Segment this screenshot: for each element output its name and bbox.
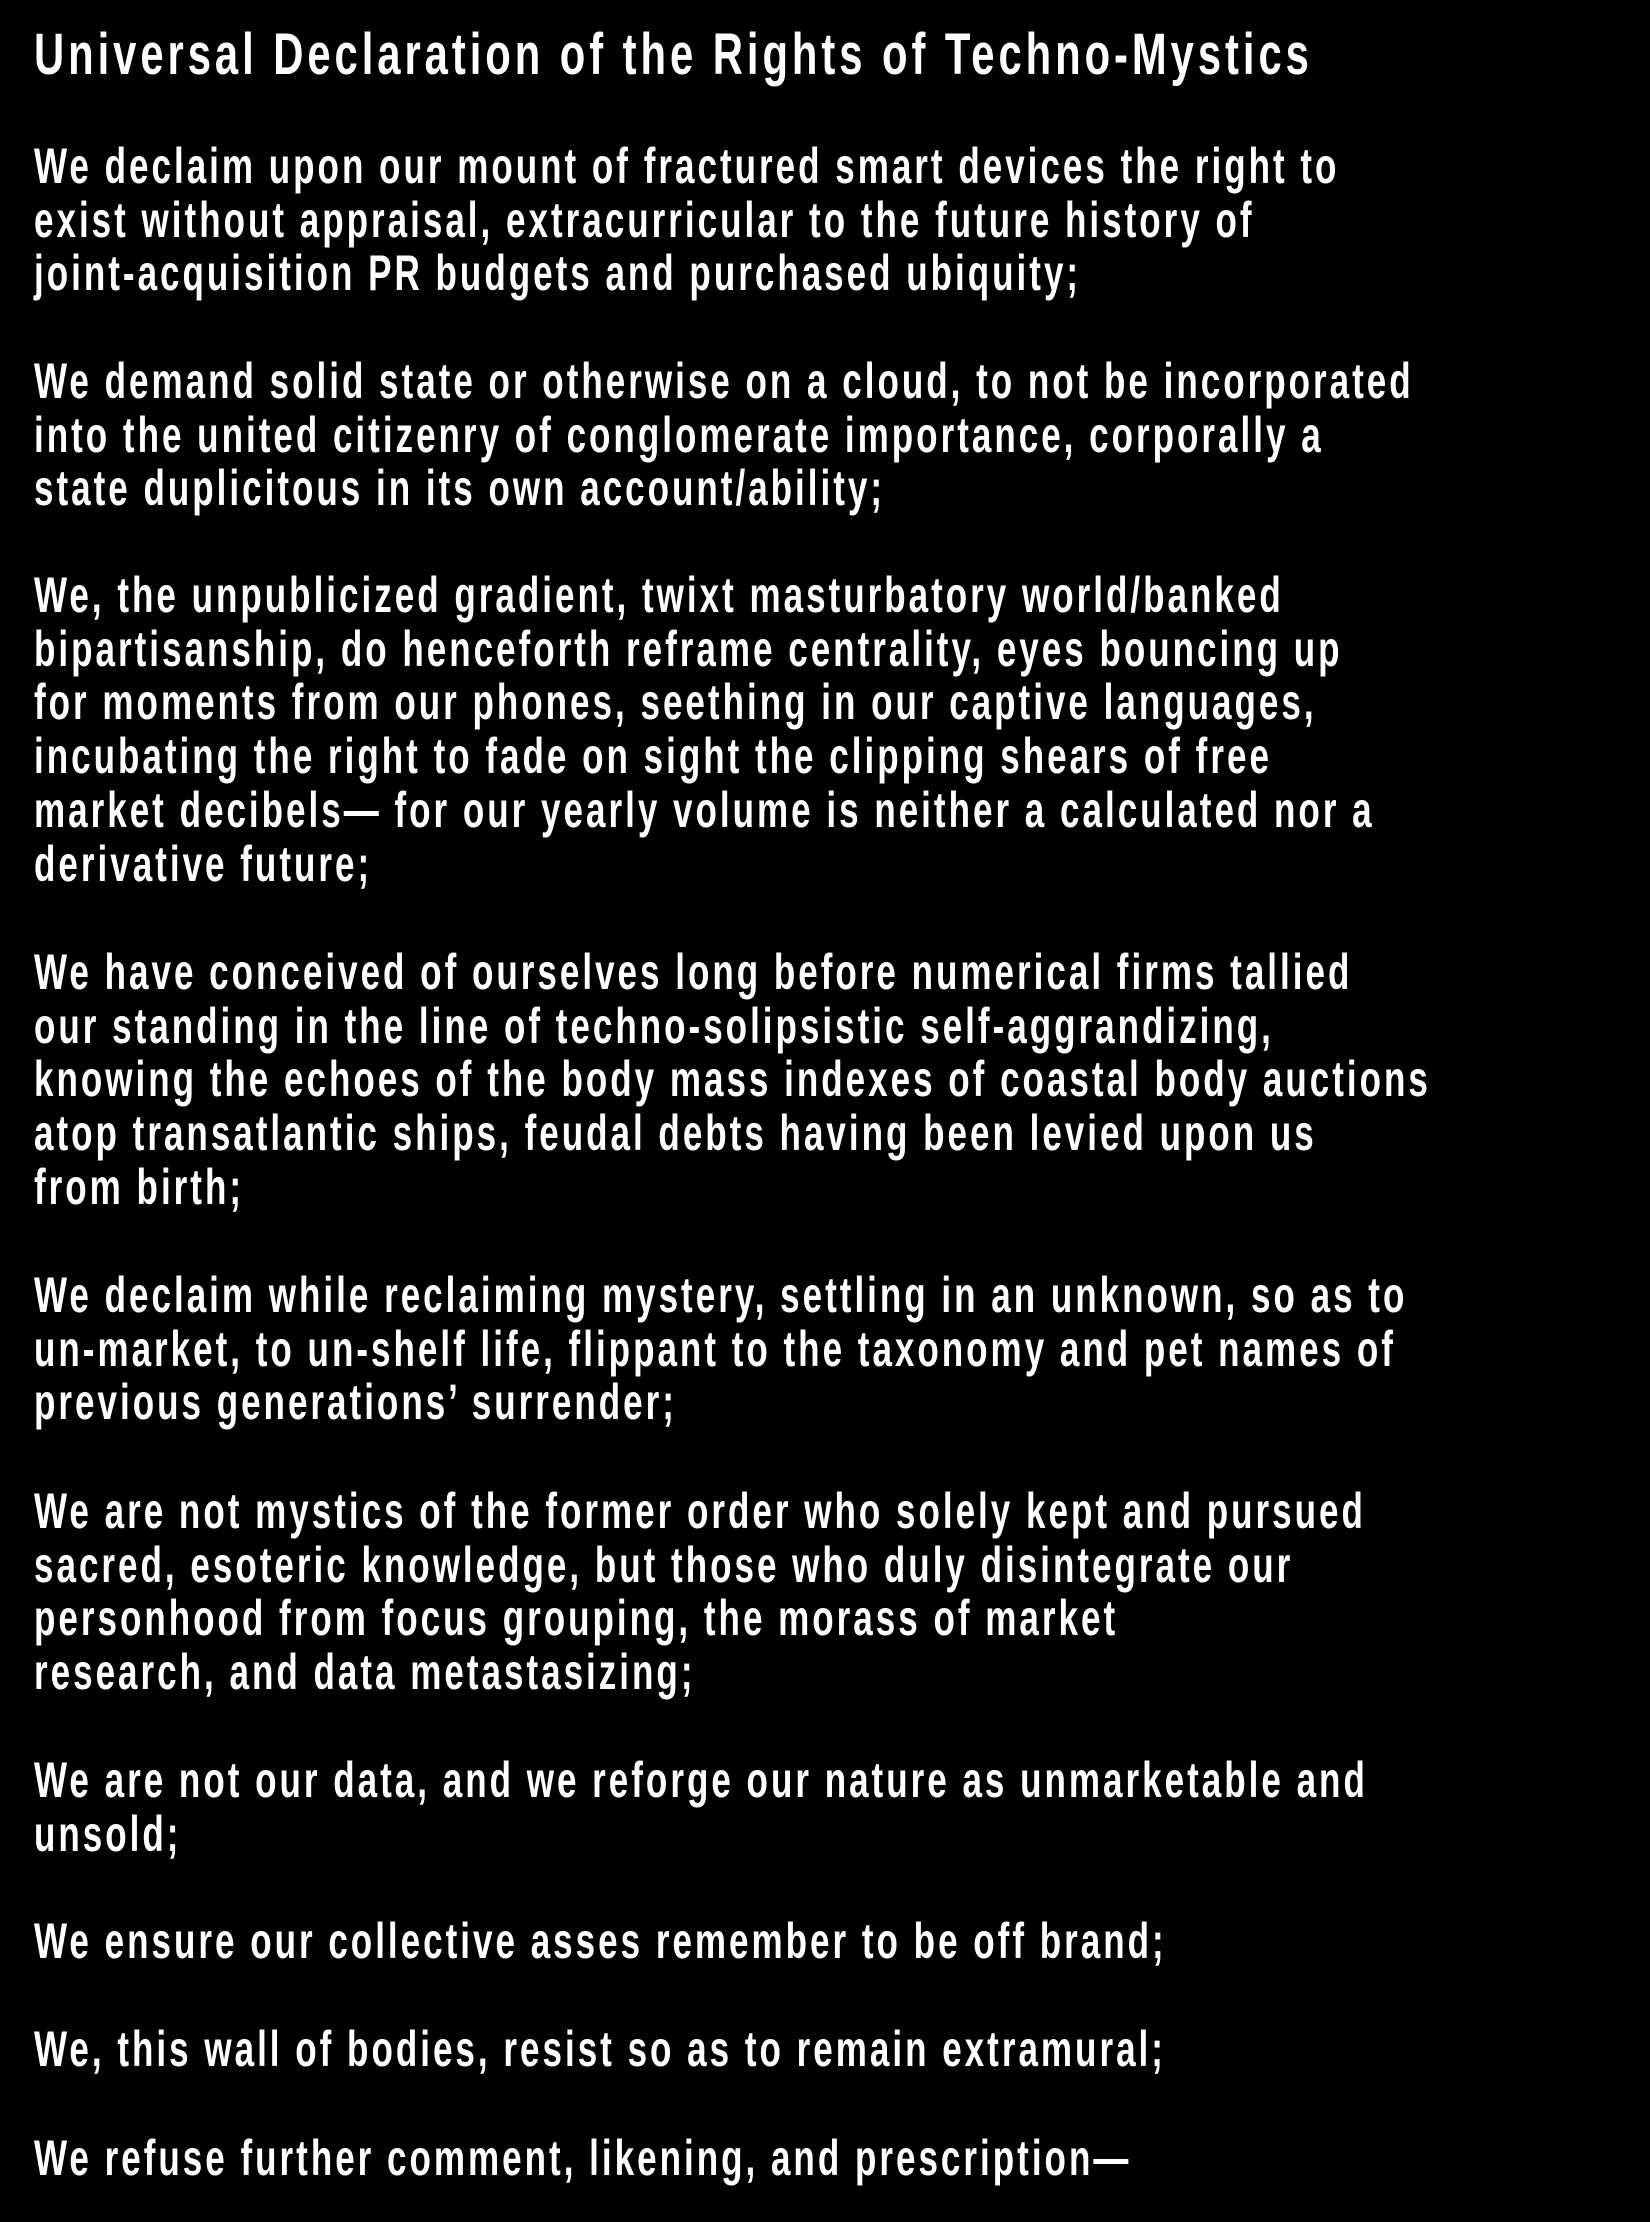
paragraph-2: We demand solid state or otherwise on a cloud, to not be incorporated into the united citizenry of conglomerate importance, corporally a state duplicitous in its own account/ability;: [34, 353, 1414, 517]
page-title: Universal Declaration of the Rights of Techno-Mystics: [34, 22, 1313, 87]
paragraph-8: We ensure our collective asses remember to be off brand;: [34, 1913, 1167, 1969]
paragraph-1: We declaim upon our mount of fractured smart devices the right to exist without appraisal, extracurricular to the future history of joint-acquisition PR budgets and purchased ubiquity;: [34, 138, 1340, 302]
paragraph-4: We have conceived of ourselves long before numerical firms tallied our standing in the line of techno-solipsistic self-aggrandizing, knowing the echoes of the body mass indexes of coastal body auctions atop transatlantic ships, feudal debts having been levied upon us from birth;: [34, 944, 1431, 1215]
paragraph-3: We, the unpublicized gradient, twixt masturbatory world/banked bipartisanship, do henceforth reframe centrality, eyes bouncing up for moments from our phones, seething in our captive languages, incubating the right to fade on sight the clipping shears of free market decibels— for our yearly volume is neither a calculated nor a derivative future;: [34, 567, 1375, 892]
paragraph-10: We refuse further comment, likening, and prescription—: [34, 2130, 1132, 2186]
paragraph-7: We are not our data, and we reforge our nature as unmarketable and unsold;: [34, 1752, 1368, 1862]
paragraph-5: We declaim while reclaiming mystery, settling in an unknown, so as to un-market, to un-shelf life, flippant to the taxonomy and pet names of previous generations’ surrender;: [34, 1267, 1408, 1431]
paragraph-6: We are not mystics of the former order who solely kept and pursued sacred, esoteric knowledge, but those who duly disintegrate our personhood from focus grouping, the morass of market research, and data metastasizing;: [34, 1483, 1366, 1701]
paragraph-9: We, this wall of bodies, resist so as to remain extramural;: [34, 2021, 1166, 2077]
